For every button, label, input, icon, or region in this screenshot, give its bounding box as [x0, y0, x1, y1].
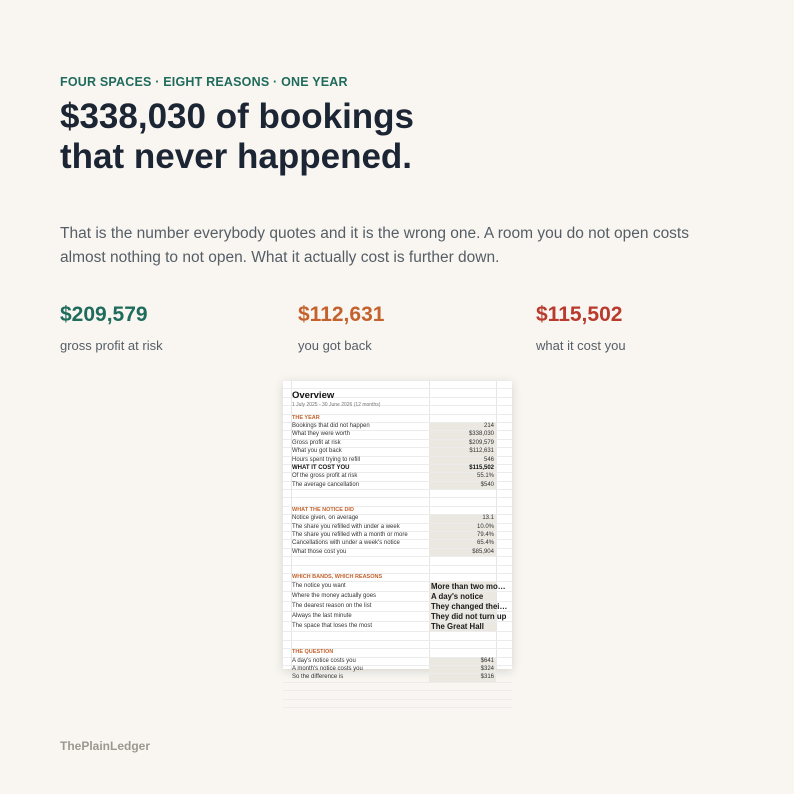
- row-value: $316: [429, 674, 496, 681]
- row-label: Bookings that did not happen: [292, 422, 370, 429]
- row-value: $641: [429, 658, 496, 665]
- sheet-row: [283, 482, 512, 490]
- row-value: $112,631: [429, 448, 496, 455]
- section-heading: THE QUESTION: [292, 649, 334, 656]
- stat-label: gross profit at risk: [60, 338, 163, 353]
- stat-got-back: [298, 302, 498, 353]
- intro-paragraph: That is the number everybody quotes and it is the wrong one. A room you do not open costs almost nothing to not open. What it actually cost is further down.: [60, 225, 689, 266]
- row-value: 546: [429, 457, 496, 464]
- blank-row: [283, 700, 512, 708]
- row-value: 214: [429, 423, 496, 430]
- row-label: WHAT IT COST YOU: [292, 464, 350, 471]
- sheet-row: [283, 448, 512, 456]
- blank-row: [283, 691, 512, 699]
- row-value: More than two mo…: [431, 582, 506, 592]
- blank-row: [283, 683, 512, 691]
- section-heading: THE YEAR: [292, 414, 320, 421]
- blank-row: [283, 490, 512, 498]
- row-value: $324: [429, 666, 496, 673]
- row-label: The dearest reason on the list: [292, 603, 372, 610]
- row-label: So the difference is: [292, 674, 344, 681]
- sheet-row: [283, 524, 512, 532]
- sheet-row: [283, 622, 512, 632]
- row-value: 13.1: [429, 515, 496, 522]
- blank-row: [283, 566, 512, 574]
- row-value: $540: [429, 482, 496, 489]
- stat-cost: [536, 302, 736, 353]
- spreadsheet-preview: [283, 381, 512, 681]
- row-label: What you got back: [292, 448, 342, 455]
- sheet-row: [283, 602, 512, 612]
- row-label: Always the last minute: [292, 613, 352, 620]
- sheet-row: [283, 440, 512, 448]
- sheet-row: [283, 674, 512, 682]
- row-value: $115,502: [429, 465, 496, 472]
- sheet-row: [283, 465, 512, 473]
- sheet-row: [283, 423, 512, 431]
- sheet-row: [283, 473, 512, 481]
- row-label: The average cancellation: [292, 481, 360, 488]
- sheet-row: [283, 431, 512, 439]
- row-value: 79.4%: [429, 532, 496, 539]
- section-heading: WHAT THE NOTICE DID: [292, 506, 354, 513]
- sheet-row: [283, 457, 512, 465]
- section-heading: WHICH BANDS, WHICH REASONS: [292, 573, 383, 580]
- row-value: 65.4%: [429, 540, 496, 547]
- row-label: Of the gross profit at risk: [292, 473, 358, 480]
- sheet-row: [283, 540, 512, 548]
- row-value: A day's notice: [429, 592, 496, 601]
- stat-gross-profit: [60, 302, 260, 353]
- kicker: FOUR SPACES · EIGHT REASONS · ONE YEAR: [60, 75, 348, 89]
- row-value: The Great Hall: [429, 622, 496, 631]
- row-value: $338,030: [429, 431, 496, 438]
- stat-value: $115,502: [536, 303, 623, 326]
- row-value: 55.1%: [429, 473, 496, 480]
- row-label: The share you refilled with a month or more: [292, 532, 408, 539]
- brand-footer: ThePlainLedger: [60, 739, 151, 753]
- sheet-row: [283, 612, 512, 622]
- stat-value: $112,631: [298, 303, 385, 326]
- row-label: The space that loses the most: [292, 623, 373, 630]
- sheet-row: [283, 515, 512, 523]
- section-heading-row: [283, 415, 512, 423]
- sheet-subtitle: 1 July 2025 - 30 June 2026 (12 months): [292, 402, 381, 408]
- section-heading-row: [283, 507, 512, 515]
- row-label: The notice you want: [292, 583, 346, 590]
- row-label: Cancellations with under a week's notice: [292, 540, 400, 547]
- sheet-rows: [283, 381, 512, 708]
- row-label: Gross profit at risk: [292, 439, 341, 446]
- row-value: $85,904: [429, 549, 496, 556]
- stat-label: what it cost you: [536, 338, 626, 353]
- row-value: They changed thei…: [431, 602, 508, 612]
- sheet-title: Overview: [292, 390, 335, 401]
- sheet-row: [283, 532, 512, 540]
- headline: $338,030 of bookings that never happened.: [60, 97, 415, 176]
- section-heading-row: [283, 649, 512, 657]
- row-label: A month's notice costs you: [292, 665, 363, 672]
- sheet-row: [283, 592, 512, 602]
- blank-row: [283, 557, 512, 565]
- sheet-row: [283, 549, 512, 557]
- stat-label: you got back: [298, 338, 372, 353]
- section-heading-row: [283, 574, 512, 582]
- sheet-row: [283, 666, 512, 674]
- row-label: What they were worth: [292, 431, 351, 438]
- row-label: A day's notice costs you: [292, 657, 356, 664]
- row-label: Notice given, on average: [292, 515, 359, 522]
- blank-row: [283, 381, 512, 389]
- row-value: 10.0%: [429, 524, 496, 531]
- row-label: Where the money actually goes: [292, 593, 377, 600]
- sheet-row: [283, 582, 512, 592]
- blank-row: [283, 498, 512, 506]
- row-label: What those cost you: [292, 548, 347, 555]
- row-value: They did not turn up: [431, 612, 507, 622]
- row-value: $209,579: [429, 440, 496, 447]
- sheet-row: [283, 658, 512, 666]
- blank-row: [283, 632, 512, 640]
- row-label: The share you refilled with under a week: [292, 523, 400, 530]
- blank-row: [283, 641, 512, 649]
- row-label: Hours spent trying to refill: [292, 456, 361, 463]
- stat-value: $209,579: [60, 303, 148, 326]
